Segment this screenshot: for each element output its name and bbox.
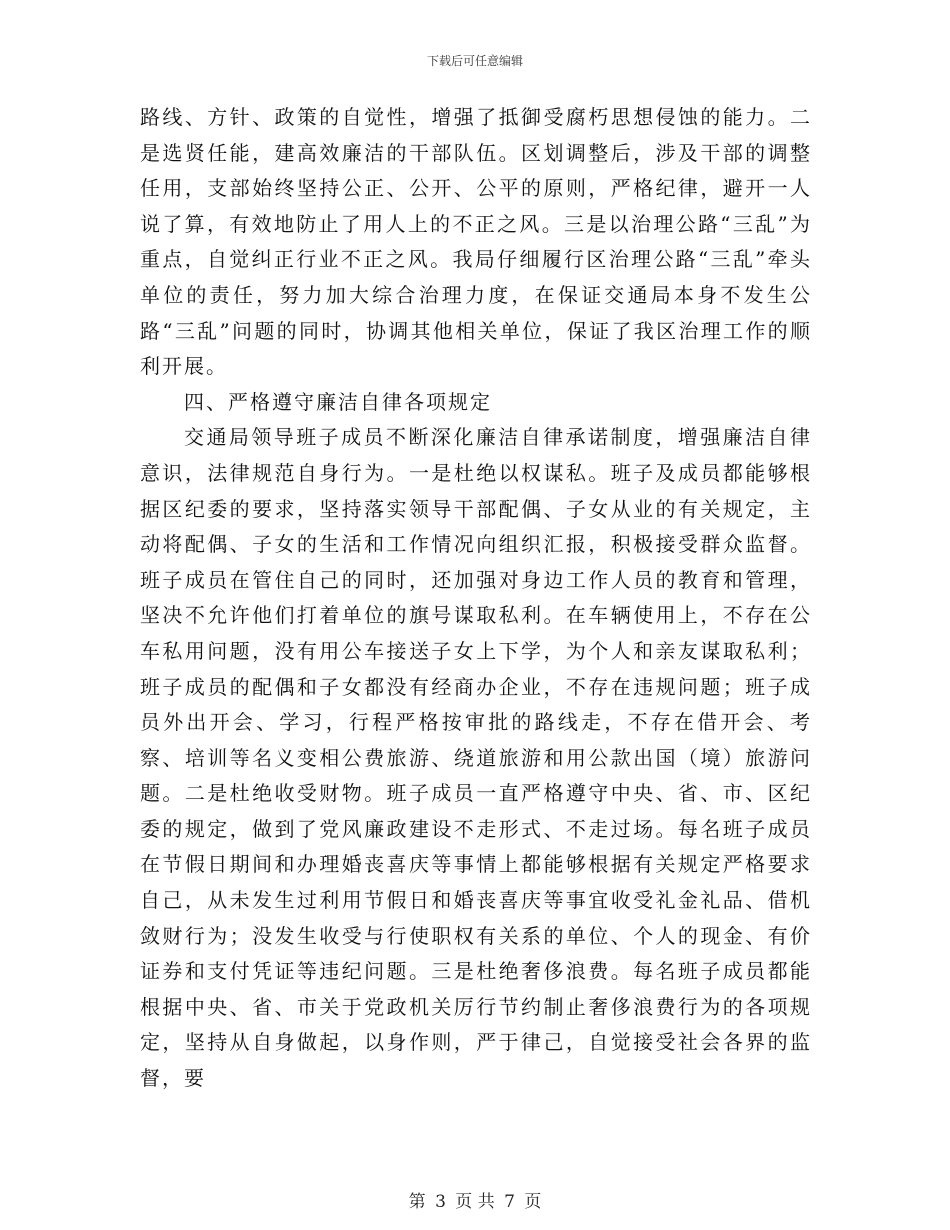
footer-middle: 页 共 <box>455 1192 495 1212</box>
paragraph-section-four: 交通局领导班子成员不断深化廉洁自律承诺制度，增强廉洁自律意识，法律规范自身行为。一是杜绝以权谋私。班子及成员都能够根据区纪委的要求，坚持落实领导干部配偶、子女从业的有关规定，主动将配偶、子女的生活和工作情况向组织汇报，积极接受群众监督。班子成员在管住自己的同时，还加强对身边工作人员的教育和管理，坚决不允许他们打着单位的旗号谋取私利。在车辆使用上，不存在公车私用问题，没有用公车接送子女上下学，为个人和亲友谋取私利；班子成员的配偶和子女都没有经商办企业，不存在违规问题；班子成员外出开会、学习，行程严格按审批的路线走，不存在借开会、考察、培训等名义变相公费旅游、绕道旅游和用公款出国（境）旅游问题。二是杜绝收受财物。班子成员一直严格遵守中央、省、市、区纪委的规定，做到了党风廉政建设不走形式、不走过场。每名班子成员在节假日期间和办理婚丧喜庆等事情上都能够根据有关规定严格要求自己，从未发生过利用节假日和婚丧喜庆等事宜收受礼金礼品、借机敛财行为；没发生收受与行使职权有关系的单位、个人的现金、有价证券和支付凭证等违纪问题。三是杜绝奢侈浪费。每名班子成员都能根据中央、省、市关于党政机关厉行节约制止奢侈浪费行为的各项规定，坚持从自身做起，以身作则，严于律己，自觉接受社会各界的监督，要 <box>140 425 812 1091</box>
paragraph-continuation: 路线、方针、政策的自觉性，增强了抵御受腐朽思想侵蚀的能力。二是选贤任能，建高效廉洁的干部队伍。区划调整后，涉及干部的调整任用，支部始终坚持公正、公开、公平的原则，严格纪律，避开一人说了算，有效地防止了用人上的不正之风。三是以治理公路“三乱”为重点，自觉纠正行业不正之风。我局仔细履行区治理公路“三乱”牵头单位的责任，努力加大综合治理力度，在保证交通局本身不发生公路“三乱”问题的同时，协调其他相关单位，保证了我区治理工作的顺利开展。 <box>140 105 812 379</box>
document-body <box>140 100 812 1097</box>
footer-total-pages: 7 <box>504 1192 515 1212</box>
footer-prefix: 第 <box>408 1192 426 1212</box>
page-number-footer <box>0 1187 950 1212</box>
footer-suffix: 页 <box>524 1192 542 1212</box>
page-header-note: 下载后可任意编辑 <box>426 54 523 68</box>
footer-current-page: 3 <box>435 1192 446 1212</box>
section-heading: 四、严格遵守廉洁自律各项规定 <box>184 389 492 414</box>
